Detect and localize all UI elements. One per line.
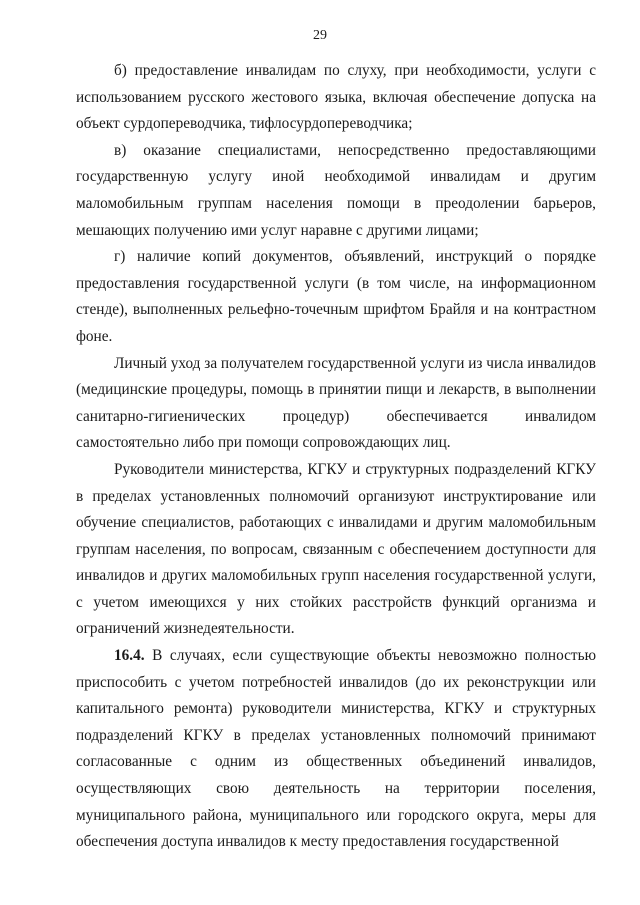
paragraph-section-16-4 (76, 643, 596, 856)
paragraph-item-g: г) наличие копий документов, объявлений, инструкций о порядке предоставления государственной услуги (в том числе, на информационном стенде), выполненных рельефно-точечным шрифтом Брайля и на контрастном фоне. (76, 248, 596, 345)
paragraph-staff-instruction: Руководители министерства, КГКУ и структурных подразделений КГКУ в пределах установленных полномочий организуют инструктирование или обучение специалистов, работающих с инвалидами и другим маломобильным группам населения, по вопросам, связанным с обеспечением доступности для инвалидов и других маломобильных групп населения государственной услуги, с учетом имеющихся у них стойких расстройств функций организма и ограничений жизнедеятельности. (76, 460, 596, 638)
paragraph-personal-care: Личный уход за получателем государственной услуги из числа инвалидов (медицинские процедуры, помощь в принятии пищи и лекарств, в выполнении санитарно-гигиенических процедур) обеспечивается инвалидом самостоятельно либо при помощи сопровождающих лиц. (76, 354, 596, 452)
section-text: В случаях, если существующие объекты невозможно полностью приспособить с учетом потребностей инвалидов (до их реконструкции или капитального ремонта) руководители министерства, КГКУ и структурных подразделений КГКУ в пределах установленных полномочий принимают согласованные с одним из общественных объединений инвалидов, осуществляющих свою деятельность на территории поселения, муниципального района, муниципального или городского округа, меры для обеспечения доступа инвалидов к месту предоставления государственной (76, 647, 596, 851)
paragraph-item-b: б) предоставление инвалидам по слуху, при необходимости, услуги с использованием русского жестового языка, включая обеспечение допуска на объект сурдопереводчика, тифлосурдопереводчика; (76, 62, 596, 133)
document-body (76, 58, 596, 856)
page-number: 29 (313, 28, 327, 43)
section-number: 16.4. (114, 647, 145, 665)
paragraph-item-v: в) оказание специалистами, непосредственно предоставляющими государственную услугу иной необходимой инвалидам и другим маломобильным группам населения помощи в преодолении барьеров, мешающих получению ими услуг наравне с другими лицами; (76, 141, 596, 239)
